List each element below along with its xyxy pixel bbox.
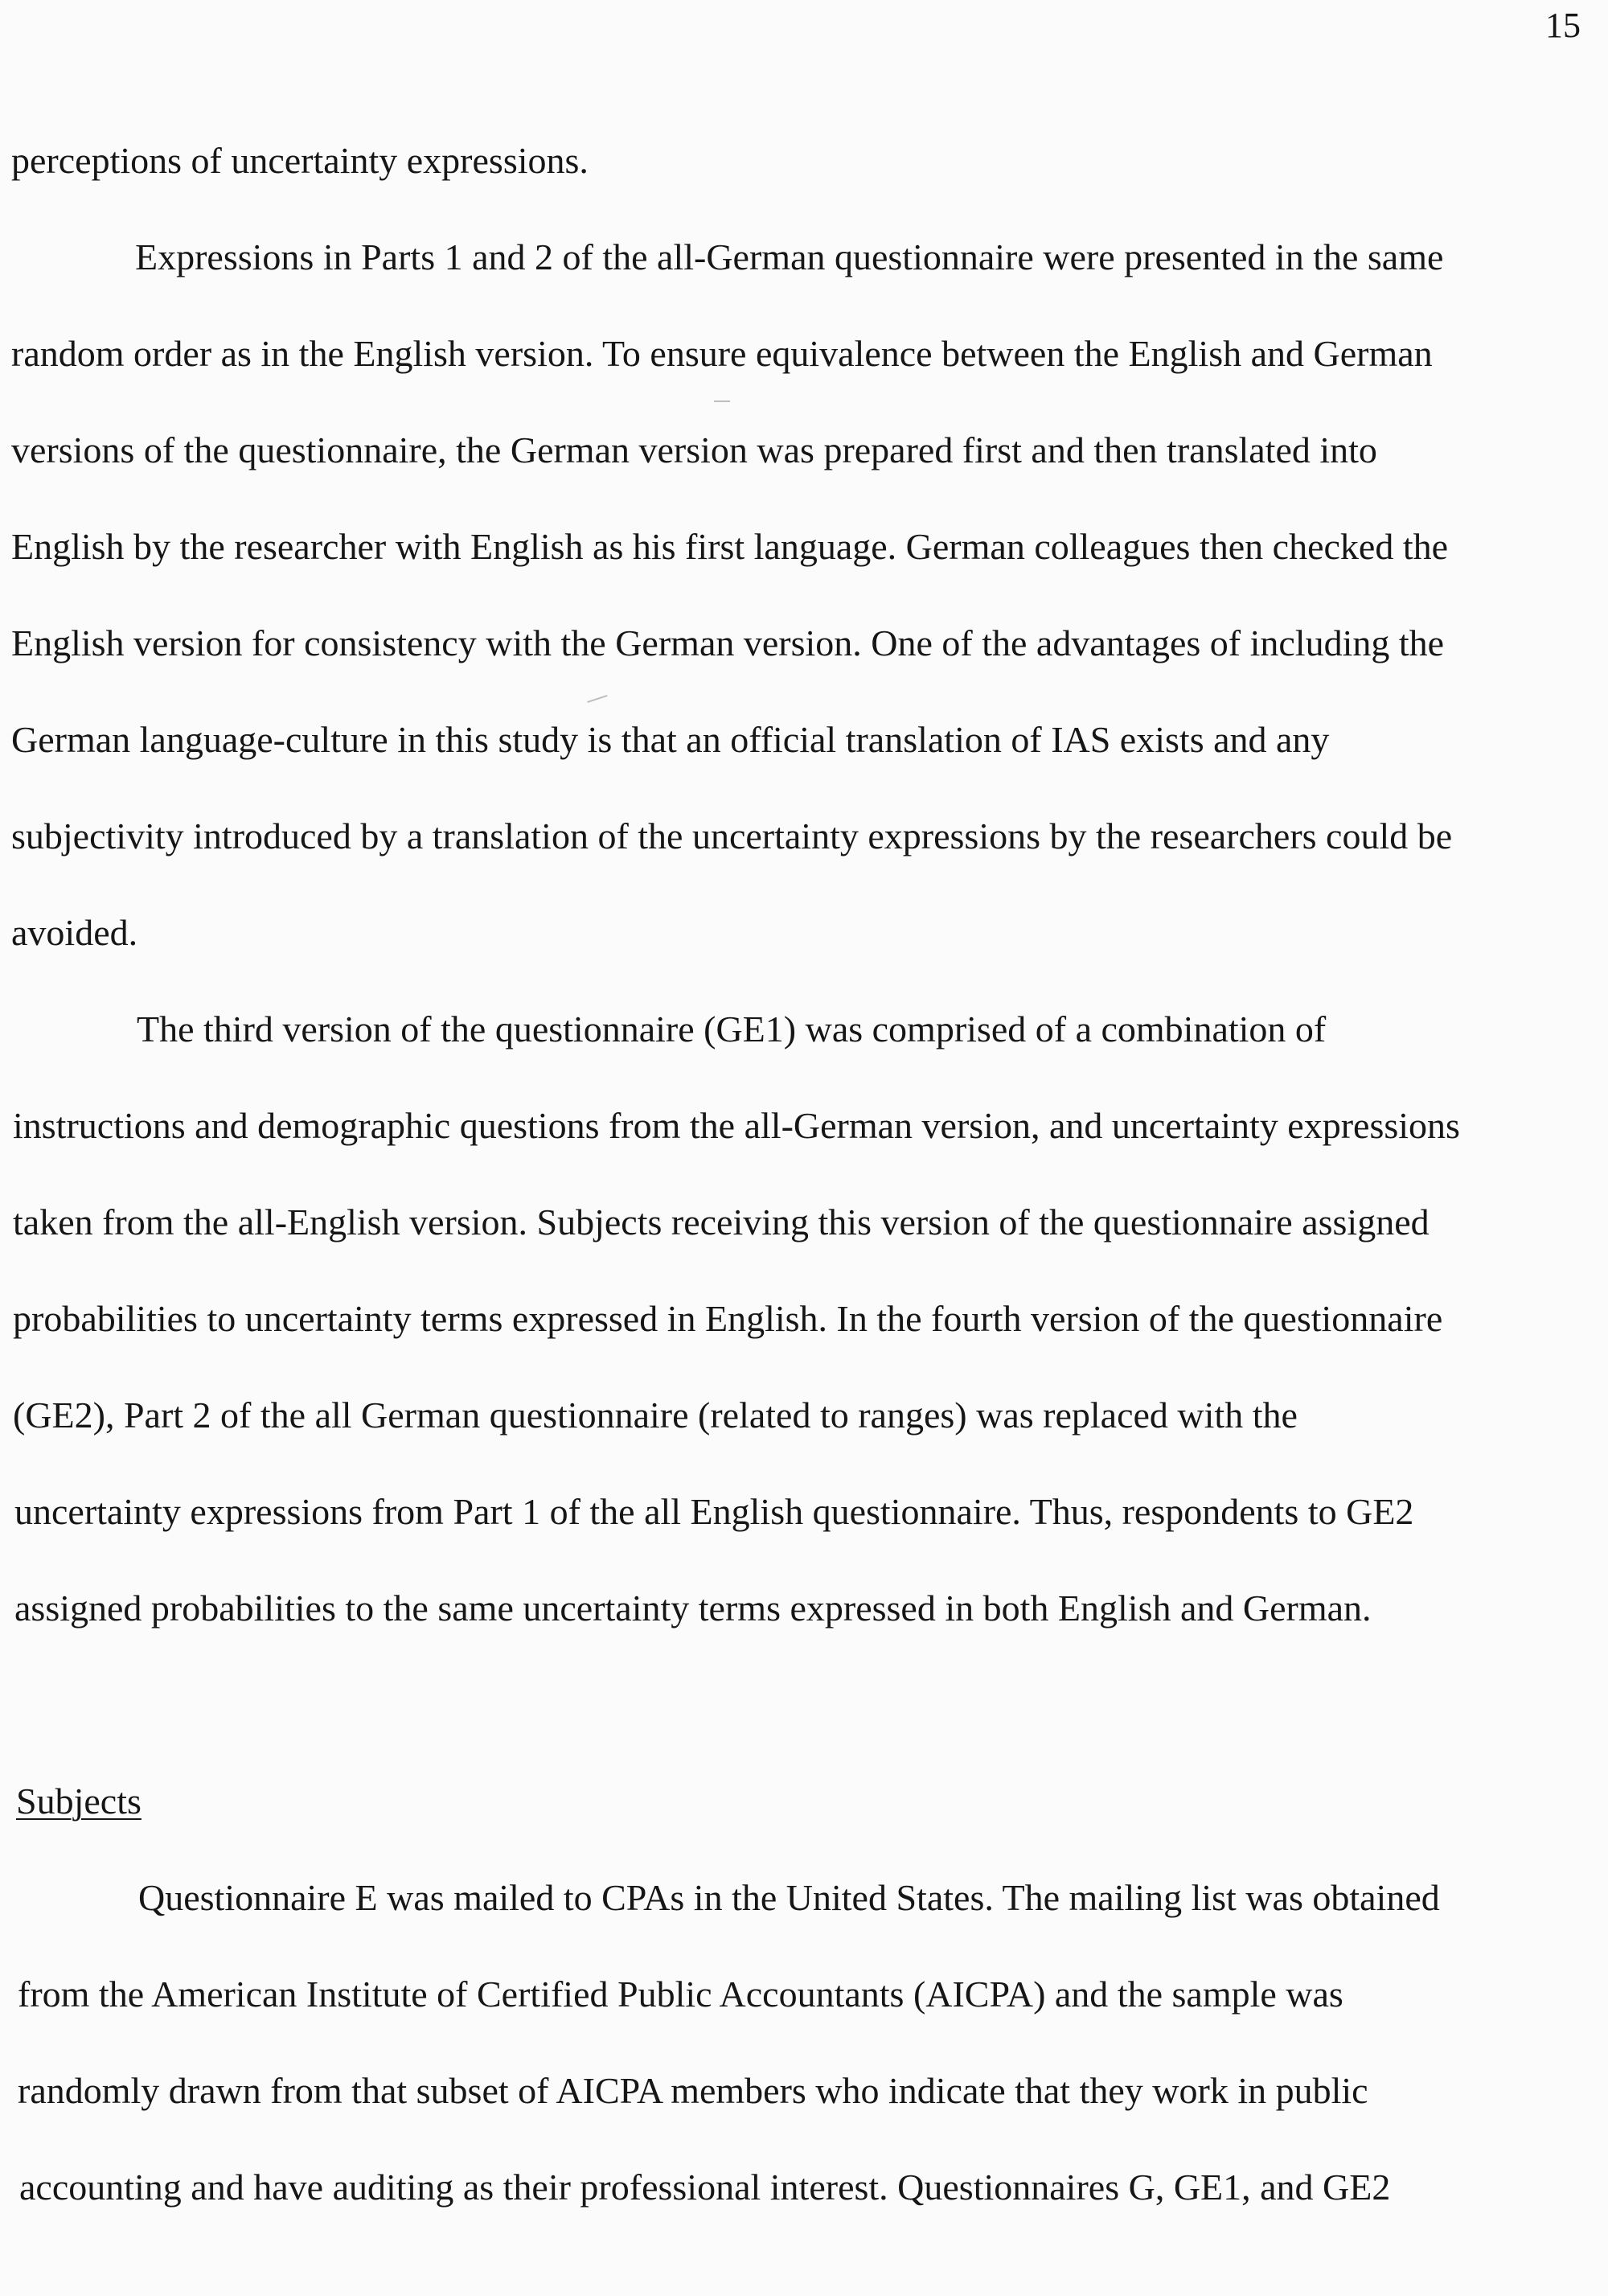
text-line-15: uncertainty expressions from Part 1 of the all English questionnaire. Thus, respondents to GE2 [14,1491,1414,1532]
text-line-6: English version for consistency with the German version. One of the advantages of including the [11,622,1445,663]
text-line-20: accounting and have auditing as their professional interest. Questionnaires G, GE1, and GE2 [19,2167,1391,2208]
text-line-7: German language-culture in this study is that an official translation of IAS exists and any [11,719,1330,760]
text-line-12: taken from the all-English version. Subjects receiving this version of the questionnaire assigned [13,1201,1430,1242]
text-line-1: perceptions of uncertainty expressions. [11,140,589,181]
text-line-11: instructions and demographic questions from the all-German version, and uncertainty expressions [13,1105,1460,1146]
text-line-8: subjectivity introduced by a translation of the uncertainty expressions by the researchers could be [11,815,1453,856]
scan-speck [714,400,730,402]
text-line-3: random order as in the English version. To ensure equivalence between the English and German [11,333,1433,374]
page-number: 15 [1545,6,1581,45]
text-line-19: randomly drawn from that subset of AICPA members who indicate that they work in public [18,2070,1368,2111]
text-line-2: Expressions in Parts 1 and 2 of the all-German questionnaire were presented in the same [135,236,1444,277]
text-line-16: assigned probabilities to the same uncertainty terms expressed in both English and German. [14,1587,1372,1629]
text-line-13: probabilities to uncertainty terms expressed in English. In the fourth version of the questionnaire [13,1298,1443,1339]
text-line-4: versions of the questionnaire, the German version was prepared first and then translated into [11,429,1377,470]
text-line-17: Questionnaire E was mailed to CPAs in the United States. The mailing list was obtained [138,1877,1440,1918]
text-line-14: (GE2), Part 2 of the all German questionnaire (related to ranges) was replaced with the [13,1394,1298,1436]
text-line-18: from the American Institute of Certified Public Accountants (AICPA) and the sample was [18,1974,1343,2015]
text-line-9: avoided. [11,912,138,953]
text-line-10: The third version of the questionnaire (GE1) was comprised of a combination of [137,1008,1327,1049]
section-heading-subjects: Subjects [16,1781,142,1822]
text-line-5: English by the researcher with English as his first language. German colleagues then checked the [11,526,1449,567]
scan-speck [587,695,607,703]
